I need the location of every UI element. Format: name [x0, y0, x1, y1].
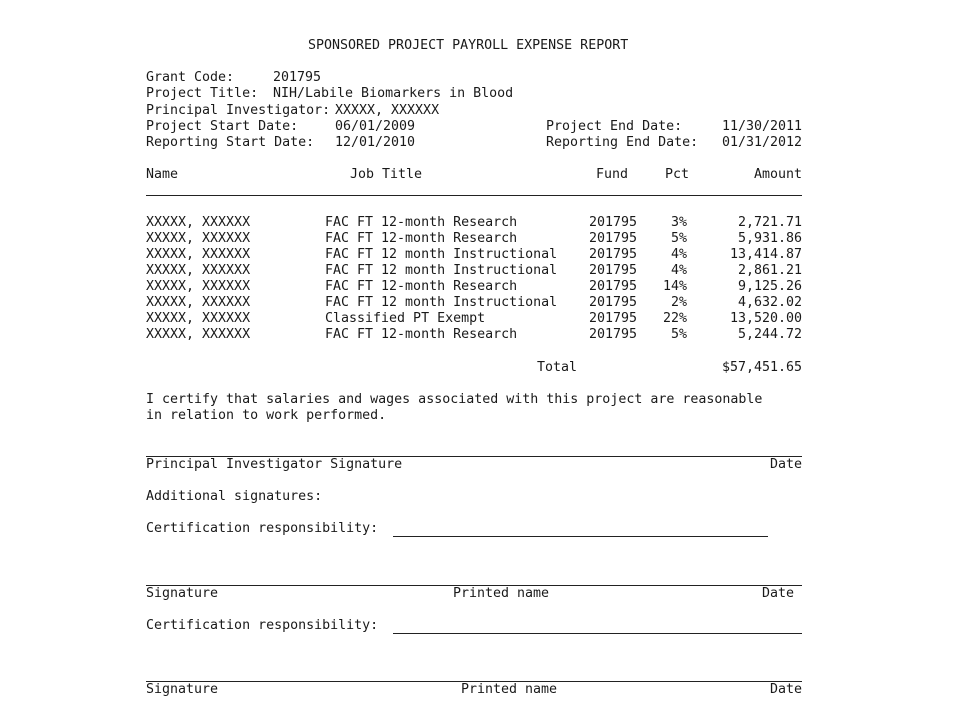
- row-amount: 13,520.00: [729, 311, 802, 326]
- start-date-value: 06/01/2009: [335, 119, 416, 134]
- header-fund: Fund: [596, 167, 629, 182]
- header-job-title: Job Title: [350, 167, 423, 182]
- report-title: SPONSORED PROJECT PAYROLL EXPENSE REPORT: [308, 38, 629, 53]
- signature-label-2: Signature: [146, 682, 219, 697]
- row-amount: 5,931.86: [737, 231, 802, 246]
- row-fund: 201795: [589, 247, 638, 262]
- project-title-label: Project Title:: [146, 86, 259, 101]
- row-pct: 4%: [670, 263, 687, 278]
- row-fund: 201795: [589, 295, 638, 310]
- row-name: XXXXX, XXXXXX: [146, 263, 251, 278]
- certification-text-line-2: in relation to work performed.: [146, 408, 387, 423]
- row-name: XXXXX, XXXXXX: [146, 295, 251, 310]
- row-amount: 9,125.26: [737, 279, 802, 294]
- total-amount: $57,451.65: [721, 360, 802, 375]
- row-name: XXXXX, XXXXXX: [146, 215, 251, 230]
- row-job-title: FAC FT 12-month Research: [325, 279, 518, 294]
- row-job-title: FAC FT 12 month Instructional: [325, 295, 558, 310]
- row-amount: 13,414.87: [729, 247, 802, 262]
- end-date-value: 11/30/2011: [721, 119, 802, 134]
- header-name: Name: [146, 167, 179, 182]
- grant-code-label: Grant Code:: [146, 70, 235, 85]
- row-pct: 14%: [662, 279, 687, 294]
- row-job-title: Classified PT Exempt: [325, 311, 486, 326]
- row-fund: 201795: [589, 263, 638, 278]
- row-pct: 4%: [670, 247, 687, 262]
- project-title-value: NIH/Labile Biomarkers in Blood: [273, 86, 514, 101]
- row-amount: 5,244.72: [737, 327, 802, 342]
- row-name: XXXXX, XXXXXX: [146, 311, 251, 326]
- row-amount: 2,721.71: [737, 215, 802, 230]
- row-fund: 201795: [589, 279, 638, 294]
- pi-value: XXXXX, XXXXXX: [335, 103, 440, 118]
- row-name: XXXXX, XXXXXX: [146, 247, 251, 262]
- row-job-title: FAC FT 12 month Instructional: [325, 263, 558, 278]
- cert-responsibility-label-2: Certification responsibility:: [146, 618, 379, 633]
- reporting-end-label: Reporting End Date:: [546, 135, 699, 150]
- cert-responsibility-line-2: [393, 633, 802, 634]
- printed-name-label-1: Printed name: [453, 586, 550, 601]
- signature-label-1: Signature: [146, 586, 219, 601]
- printed-name-label-2: Printed name: [461, 682, 558, 697]
- row-job-title: FAC FT 12-month Research: [325, 327, 518, 342]
- reporting-end-value: 01/31/2012: [721, 135, 802, 150]
- row-pct: 22%: [662, 311, 687, 326]
- header-amount: Amount: [753, 167, 802, 182]
- row-name: XXXXX, XXXXXX: [146, 279, 251, 294]
- row-pct: 5%: [670, 231, 687, 246]
- row-job-title: FAC FT 12 month Instructional: [325, 247, 558, 262]
- reporting-start-value: 12/01/2010: [335, 135, 416, 150]
- start-date-label: Project Start Date:: [146, 119, 299, 134]
- cert-responsibility-line-1: [393, 536, 768, 537]
- header-pct: Pct: [665, 167, 690, 182]
- reporting-start-label: Reporting Start Date:: [146, 135, 315, 150]
- row-pct: 5%: [670, 327, 687, 342]
- grant-code-value: 201795: [273, 70, 322, 85]
- pi-signature-date-label: Date: [769, 457, 802, 472]
- row-fund: 201795: [589, 311, 638, 326]
- row-fund: 201795: [589, 215, 638, 230]
- date-label-2: Date: [769, 682, 802, 697]
- row-pct: 2%: [670, 295, 687, 310]
- pi-label: Principal Investigator:: [146, 103, 331, 118]
- row-amount: 4,632.02: [737, 295, 802, 310]
- row-job-title: FAC FT 12-month Research: [325, 231, 518, 246]
- row-amount: 2,861.21: [737, 263, 802, 278]
- row-fund: 201795: [589, 327, 638, 342]
- total-label: Total: [537, 360, 578, 375]
- certification-text-line-1: I certify that salaries and wages associated with this project are reasonable: [146, 392, 763, 407]
- row-fund: 201795: [589, 231, 638, 246]
- row-job-title: FAC FT 12-month Research: [325, 215, 518, 230]
- row-name: XXXXX, XXXXXX: [146, 231, 251, 246]
- additional-signatures-label: Additional signatures:: [146, 489, 323, 504]
- date-label-1: Date: [761, 586, 794, 601]
- header-divider: [146, 195, 802, 196]
- cert-responsibility-label-1: Certification responsibility:: [146, 521, 379, 536]
- pi-signature-label: Principal Investigator Signature: [146, 457, 403, 472]
- row-name: XXXXX, XXXXXX: [146, 327, 251, 342]
- end-date-label: Project End Date:: [546, 119, 683, 134]
- row-pct: 3%: [670, 215, 687, 230]
